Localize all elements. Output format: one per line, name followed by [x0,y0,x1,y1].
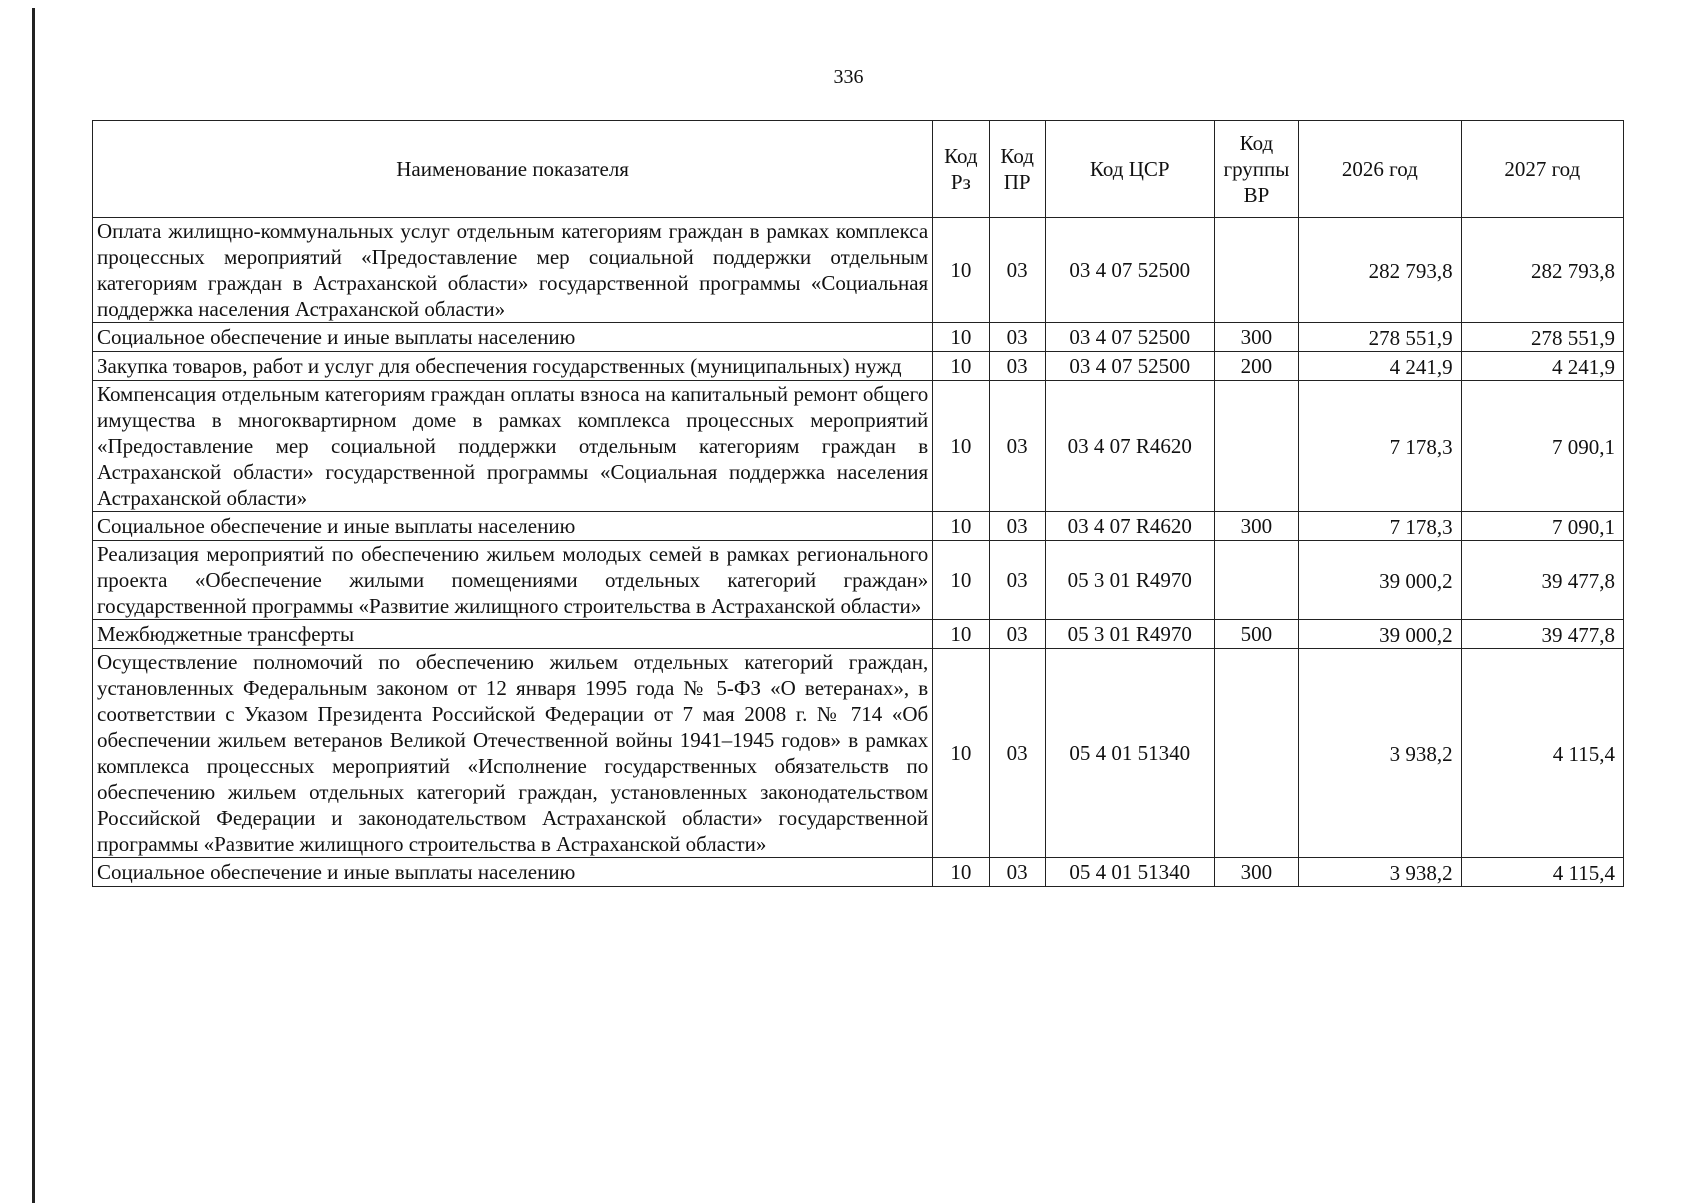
row-vr [1214,218,1298,323]
row-pr: 03 [989,649,1045,858]
row-2027: 7 090,1 [1461,381,1623,512]
row-vr: 500 [1214,620,1298,649]
row-csr: 03 4 07 R4620 [1045,512,1214,541]
row-2027: 282 793,8 [1461,218,1623,323]
row-2027: 4 115,4 [1461,649,1623,858]
row-vr: 300 [1214,512,1298,541]
row-vr [1214,649,1298,858]
table-row [93,649,1624,858]
row-2026: 282 793,8 [1299,218,1461,323]
row-rz: 10 [933,649,989,858]
header-csr: Код ЦСР [1045,121,1214,218]
row-name: Закупка товаров, работ и услуг для обеспечения государственных (муниципальных) нужд [93,352,933,381]
table-row [93,352,1624,381]
row-csr: 05 4 01 51340 [1045,858,1214,887]
row-2026: 3 938,2 [1299,858,1461,887]
row-name: Компенсация отдельным категориям граждан оплаты взноса на капитальный ремонт общего имущества в многоквартирном доме в рамках комплекса процессных мероприятий «Предоставление мер социальной поддержки отдельным категориям граждан в Астраханской области» государственной программы «Социальная поддержка населения Астраханской области» [93,381,933,512]
row-2026: 7 178,3 [1299,512,1461,541]
row-rz: 10 [933,620,989,649]
row-2026: 39 000,2 [1299,541,1461,620]
margin-rule [32,8,35,1203]
row-csr: 03 4 07 R4620 [1045,381,1214,512]
header-2027: 2027 год [1461,121,1623,218]
table-row [93,858,1624,887]
row-pr: 03 [989,620,1045,649]
table-row [93,620,1624,649]
row-csr: 03 4 07 52500 [1045,352,1214,381]
row-vr [1214,381,1298,512]
row-2027: 278 551,9 [1461,323,1623,352]
row-pr: 03 [989,541,1045,620]
row-2026: 4 241,9 [1299,352,1461,381]
row-name: Социальное обеспечение и иные выплаты населению [93,323,933,352]
row-name: Социальное обеспечение и иные выплаты населению [93,512,933,541]
budget-table [92,120,1624,887]
row-2027: 4 115,4 [1461,858,1623,887]
row-name: Межбюджетные трансферты [93,620,933,649]
row-vr: 200 [1214,352,1298,381]
row-rz: 10 [933,381,989,512]
header-name: Наименование показателя [93,121,933,218]
row-vr: 300 [1214,323,1298,352]
row-name: Социальное обеспечение и иные выплаты населению [93,858,933,887]
row-rz: 10 [933,352,989,381]
row-2027: 7 090,1 [1461,512,1623,541]
row-2027: 4 241,9 [1461,352,1623,381]
header-2026: 2026 год [1299,121,1461,218]
row-name: Осуществление полномочий по обеспечению жильем отдельных категорий граждан, установленных Федеральным законом от 12 января 1995 года № 5-ФЗ «О ветеранах», в соответствии с Указом Президента Российской Федерации от 7 мая 2008 г. № 714 «Об обеспечении жильем ветеранов Великой Отечественной войны 1941–1945 годов» в рамках комплекса процессных мероприятий «Исполнение государственных обязательств по обеспечению жильем отдельных категорий граждан, установленных законодательством Российской Федерации и законодательством Астраханской области» государственной программы «Развитие жилищного строительства в Астраханской области» [93,649,933,858]
row-name: Реализация мероприятий по обеспечению жильем молодых семей в рамках регионального проекта «Обеспечение жилыми помещениями отдельных категорий граждан» государственной программы «Развитие жилищного строительства в Астраханской области» [93,541,933,620]
page-number: 336 [833,66,864,88]
row-csr: 05 3 01 R4970 [1045,620,1214,649]
row-csr: 03 4 07 52500 [1045,218,1214,323]
row-vr [1214,541,1298,620]
row-2026: 39 000,2 [1299,620,1461,649]
table-row [93,512,1624,541]
row-vr: 300 [1214,858,1298,887]
table-row [93,381,1624,512]
row-rz: 10 [933,512,989,541]
table-row [93,323,1624,352]
row-rz: 10 [933,541,989,620]
row-pr: 03 [989,381,1045,512]
row-pr: 03 [989,352,1045,381]
header-rz: Код Рз [933,121,989,218]
row-pr: 03 [989,512,1045,541]
header-vr: Код группы ВР [1214,121,1298,218]
row-2026: 3 938,2 [1299,649,1461,858]
row-csr: 03 4 07 52500 [1045,323,1214,352]
table-row [93,541,1624,620]
row-rz: 10 [933,323,989,352]
row-name: Оплата жилищно-коммунальных услуг отдельным категориям граждан в рамках комплекса процессных мероприятий «Предоставление мер социальной поддержки отдельным категориям граждан в Астраханской области» государственной программы «Социальная поддержка населения Астраханской области» [93,218,933,323]
row-2027: 39 477,8 [1461,620,1623,649]
row-rz: 10 [933,858,989,887]
row-pr: 03 [989,323,1045,352]
row-2026: 7 178,3 [1299,381,1461,512]
row-2026: 278 551,9 [1299,323,1461,352]
row-csr: 05 4 01 51340 [1045,649,1214,858]
row-pr: 03 [989,218,1045,323]
table-header-row [93,121,1624,218]
table-row [93,218,1624,323]
header-pr: Код ПР [989,121,1045,218]
row-pr: 03 [989,858,1045,887]
row-csr: 05 3 01 R4970 [1045,541,1214,620]
row-2027: 39 477,8 [1461,541,1623,620]
row-rz: 10 [933,218,989,323]
